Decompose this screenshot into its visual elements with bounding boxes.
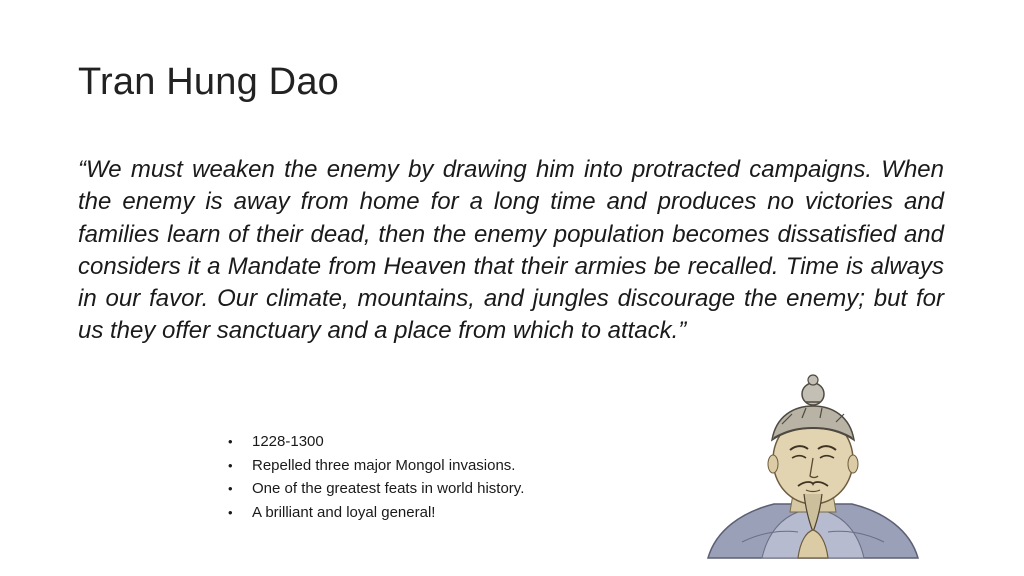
bullet-text: 1228-1300 xyxy=(252,433,324,450)
quote-text: “We must weaken the enemy by drawing him into protracted campaigns. When the enemy is away from home for a long time and produces no victories and families learn of their dead, then the enemy population becomes dissatisfied and considers it a Mandate from Heaven that their armies be recalled. Time is always in our favor. Our climate, mountains, and jungles discourage the enemy; but for us they offer sanctuary and a place from which to attack.” xyxy=(78,156,944,345)
bullet-text: Repelled three major Mongol invasions. xyxy=(252,456,516,474)
bullet-marker: • xyxy=(228,481,233,496)
bullet-item xyxy=(228,454,524,478)
bullet-item xyxy=(228,477,524,501)
bullet-list xyxy=(228,430,524,524)
slide-title: Tran Hung Dao xyxy=(78,61,339,103)
bullet-item xyxy=(228,501,524,525)
portrait-illustration xyxy=(702,372,924,560)
bullet-text: A brilliant and loyal general! xyxy=(252,503,436,521)
bullet-text: One of the greatest feats in world history. xyxy=(252,480,525,497)
bullet-marker: • xyxy=(228,434,233,449)
bullet-marker: • xyxy=(228,457,233,473)
bullet-item xyxy=(228,430,524,454)
bullet-marker: • xyxy=(228,504,233,520)
